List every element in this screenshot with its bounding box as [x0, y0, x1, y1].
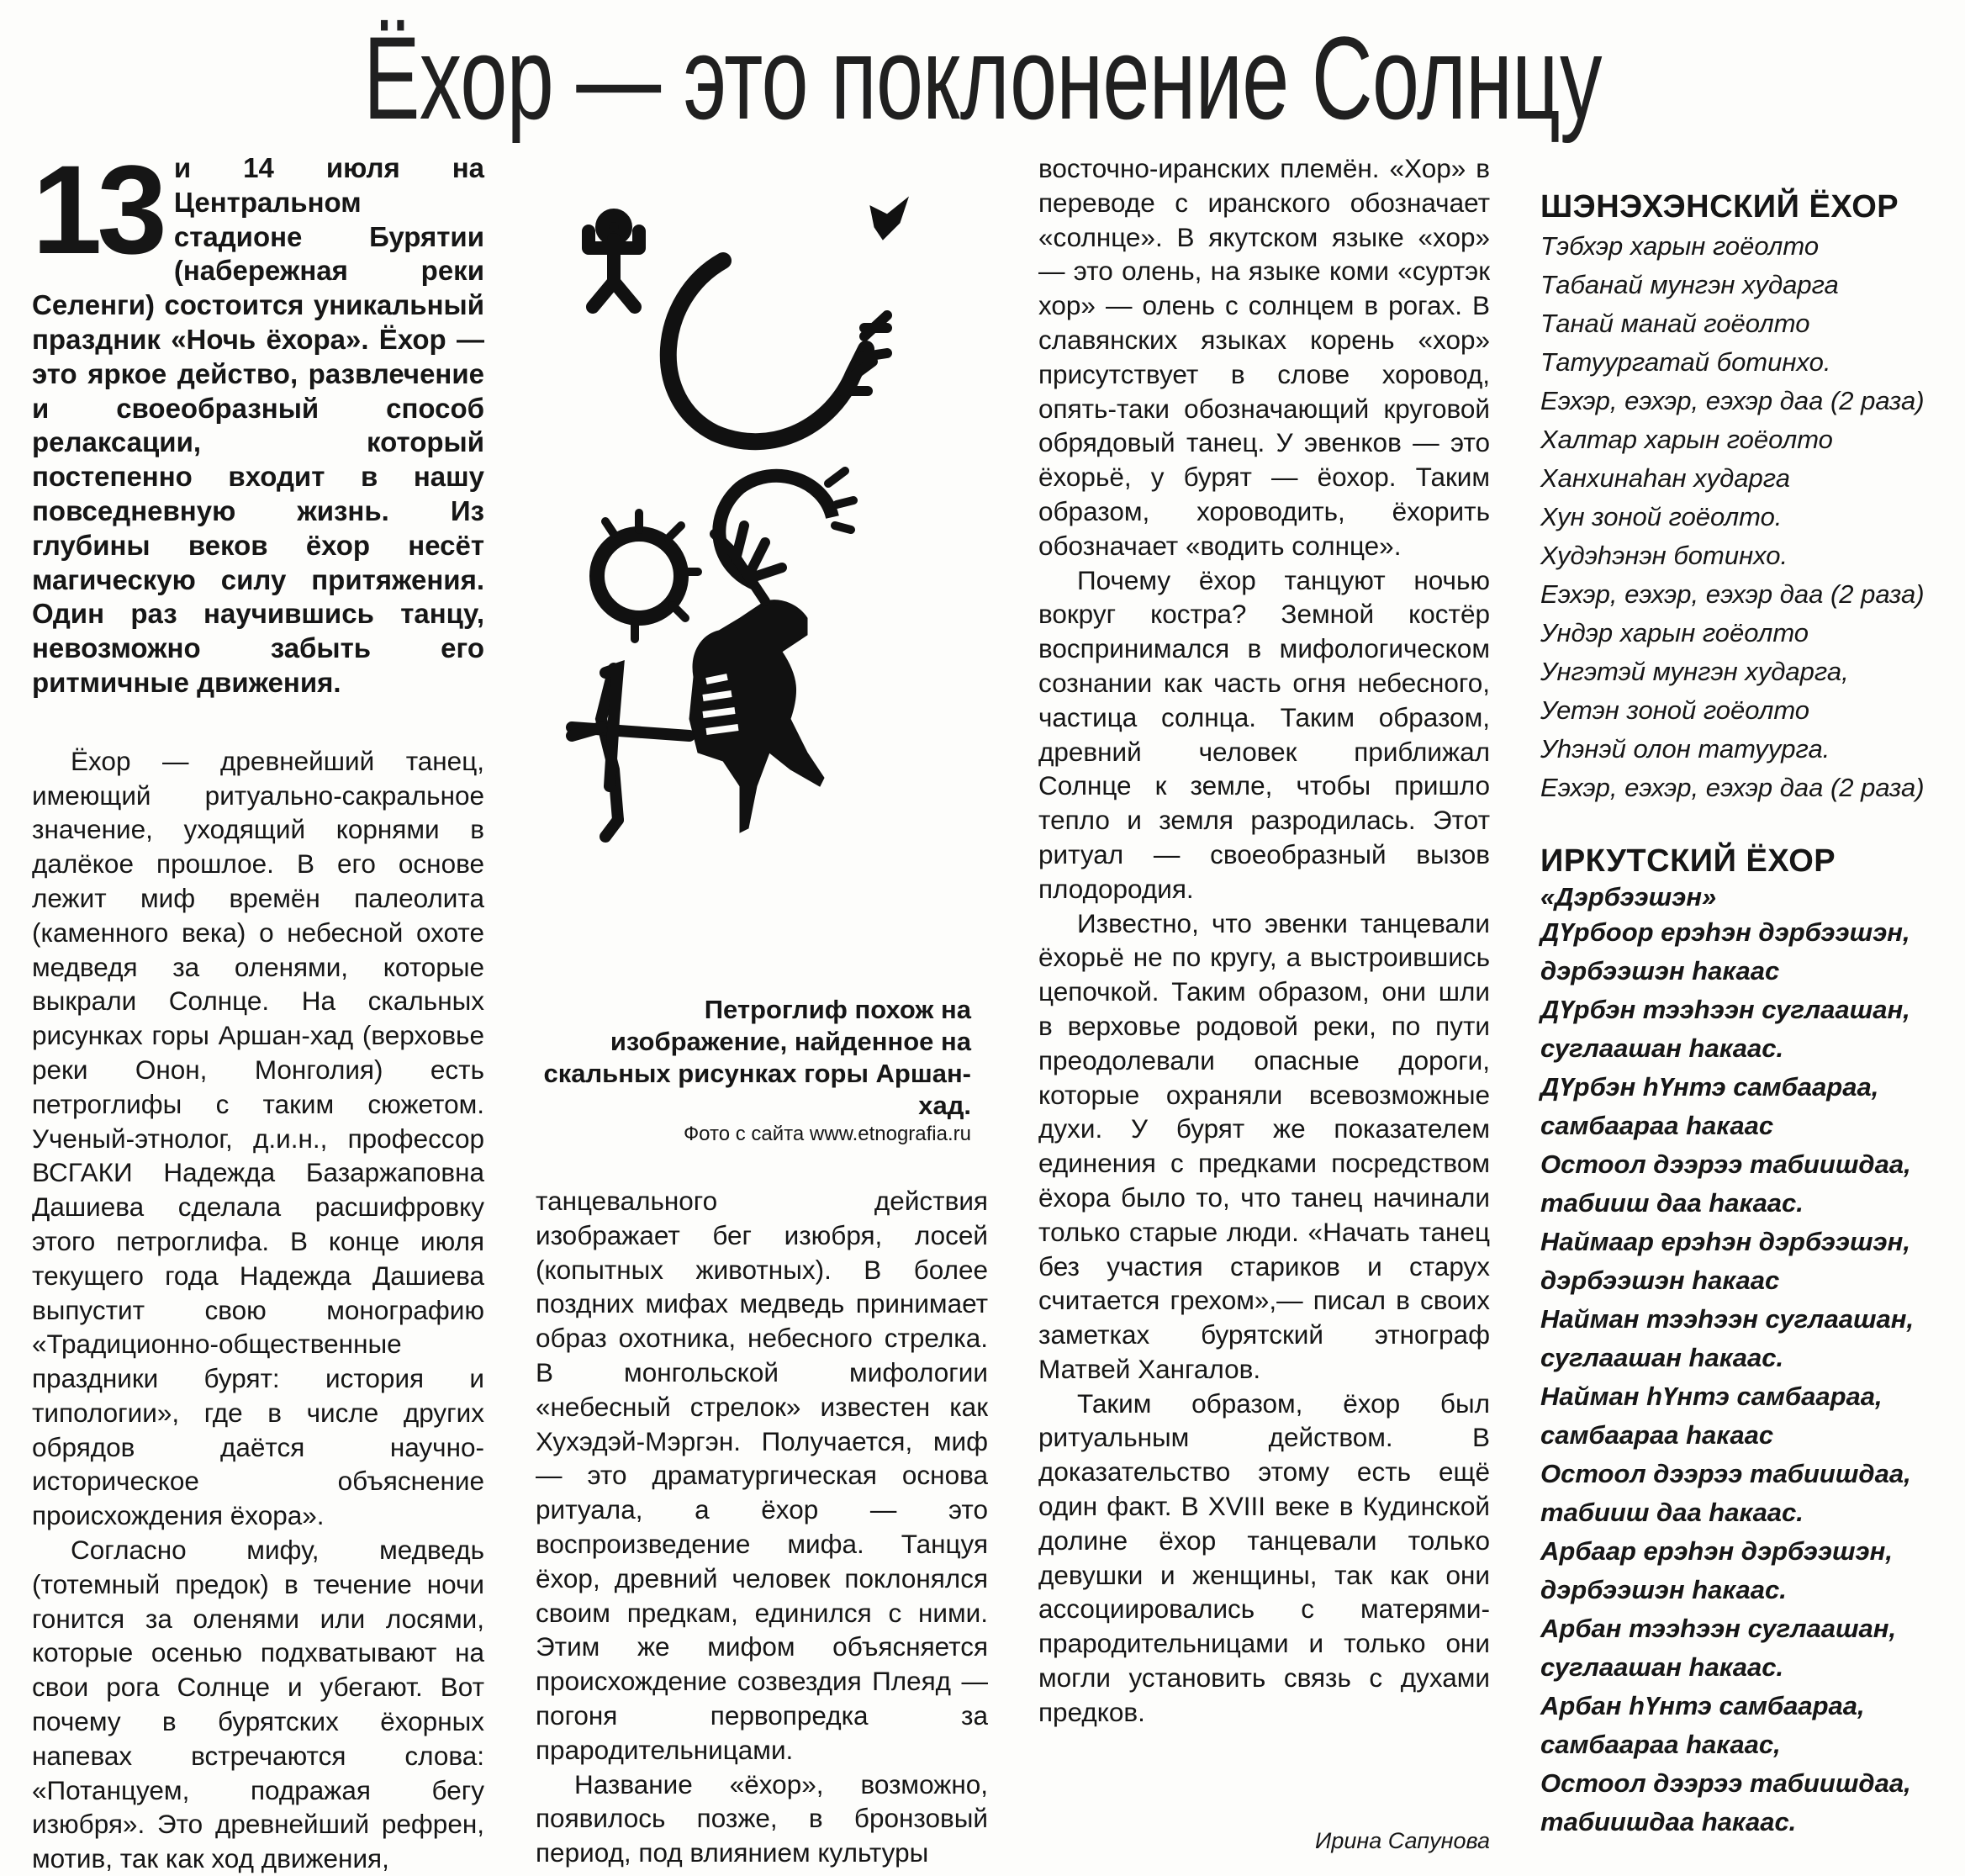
song-lyrics: [1540, 881, 1961, 1842]
lyric-line: ДҮрбоор ерэһэн дэрбээшэн,: [1540, 917, 1910, 947]
petroglyph-archer-icon: [572, 668, 689, 837]
petroglyph-deer-icon: [689, 526, 824, 832]
column-1: [32, 139, 484, 1876]
lyric-line: Танай манай гоёолто: [1540, 309, 1810, 338]
body-paragraph: Таким образом, ёхор был ритуальным действом. В доказательство этому есть ещё один факт. В XVIII веке в Кудинской долине ёхор танцевали только девушки и женщины, так как они ассоциировались с матерями-прародительницами и только они могли установить связь с духами предков.: [1038, 1387, 1490, 1727]
petroglyph-image: [555, 181, 975, 963]
lyric-line: Арбан тээһээн суглаашан,: [1540, 1614, 1897, 1643]
body-paragraph: танцевального действия изображает бег изюбря, лосей (копытных животных). В более поздних мифах медведь принимает образ охотника, небесного стрелка. В монгольской мифологии «небесный стрелок» известен как Хухэдэй-Мэргэн. Получается, миф — это драматургическая основа ритуала, а ёхор — это воспроизведение мифа. Танцуя ёхор, древний человек поклонялся своим предкам, единился с ними. Этим же мифом объясняется происхождение созвездия Плеяд — погоня первопредка за прародительницами.: [536, 1186, 988, 1765]
lyric-line: Унгэтэй мунгэн хударга,: [1540, 657, 1849, 686]
body-paragraph: Известно, что эвенки танцевали ёхорьё не по кругу, а выстроившись цепочкой. Таким образом, они шли в верховье родовой реки, по пути преодолевали опасные дороги, которые охраняли всевозможные духи. У бурят же показателем единения с предками посредством ёхора было то, что танец начинали только старые люди. «Начать танец без участия стариков и старух считается грехом»,— писал в своих заметках бурятский этнограф Матвей Хангалов.: [1038, 907, 1490, 1384]
lyric-line: Еэхэр, еэхэр, еэхэр даа (2 раза): [1540, 773, 1925, 802]
lyric-line: Уетэн зоной гоёолто: [1540, 695, 1810, 725]
body-paragraph: Название «ёхор», возможно, появилось позже, в бронзовый период, под влиянием культуры: [536, 1768, 988, 1868]
lyric-line: Еэхэр, еэхэр, еэхэр даа (2 раза): [1540, 386, 1925, 415]
lyric-line: Ханхинаһан хударга: [1540, 463, 1790, 493]
lyric-line: Табанай мунгэн хударга: [1540, 270, 1839, 299]
lyric-line: Остоол дээрээ табиишдаа,: [1540, 1149, 1911, 1179]
lyric-line: Арбан һҮнтэ самбаараа,: [1540, 1691, 1865, 1720]
lyric-line: ДҮрбэн һҮнтэ самбаараа,: [1540, 1072, 1879, 1102]
lyric-line: Ундэр харын гоёолто: [1540, 618, 1809, 647]
lyric-line: табииш даа һакаас.: [1540, 1498, 1804, 1527]
lyric-line: табиишдаа һакаас.: [1540, 1807, 1797, 1836]
petroglyph-bird-icon: [870, 198, 908, 240]
lyric-line: самбаараа һакаас: [1540, 1111, 1774, 1140]
lyric-line: Остоол дээрээ табиишдаа,: [1540, 1459, 1911, 1488]
song-lyrics: [1540, 227, 1961, 807]
lyric-line: Уһэнэй олон татуурга.: [1540, 734, 1830, 764]
lyric-line: Еэхэр, еэхэр, еэхэр даа (2 раза): [1540, 579, 1925, 609]
song-title: ИРКУТСКИЙ ЁХОР: [1540, 843, 1836, 879]
lyric-line: ДҮрбэн тээһээн суглаашан,: [1540, 995, 1910, 1024]
lyric-line: дэрбээшэн һакаас.: [1540, 1575, 1787, 1604]
lyric-line: Наймаар ерэһэн дэрбээшэн,: [1540, 1227, 1910, 1256]
lead-text: и 14 июля на Центральном стадионе Бурятии (набережная реки Селенги) состоится уникальный праздник «Ночь ёхора». Ёхор — это яркое действо, развлечение и своеобразный способ релаксации, который постепенно входит в нашу повседневную жизнь. Из глубины веков ёхор несёт магическую силу притяжения. Один раз научившись танцу, невозможно забыть его ритмичные движения.: [32, 152, 484, 698]
song-title: ШЭНЭХЭНСКИЙ ЁХОР: [1540, 189, 1899, 225]
lyric-line: Хун зоной гоёолто.: [1540, 502, 1783, 531]
drop-cap: 13: [32, 139, 162, 280]
lyric-line: дэрбээшэн һакаас: [1540, 956, 1780, 986]
lyric-line: Найман һҮнтэ самбаараа,: [1540, 1382, 1883, 1411]
body-paragraph: восточно-иранских племён. «Хор» в переводе с иранского обозначает «солнце». В якутском языке «хор» — это олень, на языке коми «суртэк хор» — олень с солнцем в рогах. В славянских языках корень «хор» присутствует в слове хоровод, опять-таки обозначающий круговой обрядовый танец. У эвенков — это ёхорьё, у бурят — ёохор. Таким образом, хороводить, ёхорить обозначает «водить солнце».: [1038, 153, 1490, 561]
lyric-line: Найман тээһээн суглаашан,: [1540, 1304, 1915, 1334]
petroglyph-arc-icon: [668, 261, 866, 441]
body-paragraph: Почему ёхор танцуют ночью вокруг костра? Земной костёр воспринимался в мифологическом сознании как часть огня небесного, частица солнца. Таким образом, древний человек приближал Солнце к земле, чтобы пришло тепло и земля разродилась. Этот ритуал — своеобразный вызов плодородия.: [1038, 564, 1490, 904]
lyric-line: самбаараа һакаас: [1540, 1420, 1774, 1450]
lyric-line: суглаашан һакаас.: [1540, 1652, 1784, 1682]
lyric-line: Арбаар ерэһэн дэрбээшэн,: [1540, 1536, 1893, 1566]
caption-text: Петроглиф похож на изображение, найденное на скальных рисунках горы Аршан-хад.: [543, 995, 971, 1120]
column-2: [536, 1184, 988, 1870]
song-column: [1540, 187, 1961, 1842]
lyric-line: дэрбээшэн һакаас: [1540, 1266, 1780, 1295]
lyric-line: табииш даа һакаас.: [1540, 1188, 1804, 1218]
lyric-line: суглаашан һакаас.: [1540, 1343, 1784, 1372]
photo-caption: [538, 994, 971, 1147]
lyric-line: Остоол дээрээ табиишдаа,: [1540, 1768, 1911, 1798]
body-paragraph: Согласно мифу, медведь (тотемный предок) в течение ночи гонится за оленями или лосями, которые осенью подхватывают на свои рога Солнце и убегают. Вот почему в бурятских ёхорных напевах встречаются слова: «Потанцуем, подражая бегу изюбря». Это древнейший рефрен, мотив, так как ход движения,: [32, 1535, 484, 1874]
lyric-line: Халтар харын гоёолто: [1540, 425, 1833, 454]
caption-credit: Фото с сайта www.etnografia.ru: [683, 1123, 971, 1145]
lyric-line: Худэһэнэн ботинхо.: [1540, 541, 1788, 570]
headline: Ёхор — это поклонение Солнцу: [363, 12, 1602, 144]
lyric-line: Тэбхэр харын гоёолто: [1540, 231, 1820, 261]
body-paragraph: Ёхор — древнейший танец, имеющий ритуально-сакральное значение, уходящий корнями в далёкое прошлое. В его основе лежит миф времён палеолита (каменного века) о небесной охоте медведя за оленями, которые выкрали Солнце. На скальных рисунках горы Аршан-хад (верховье реки Онон, Монголия) есть петроглифы с таким сюжетом. Ученый-этнолог, д.и.н., профессор ВСГАКИ Надежда Базаржаповна Дашиева сделала расшифровку этого петроглифа. В конце июля текущего года Надежда Дашиева выпустит свою монографию «Традиционно-общественные праздники бурят: история и типологии», где в числе других обрядов даётся научно-историческое объяснение происхождения ёхора».: [32, 745, 484, 1531]
song-subtitle: «Дэрбээшэн»: [1540, 882, 1717, 912]
lead-paragraph: [32, 139, 484, 700]
lyric-line: самбаараа һакаас,: [1540, 1730, 1781, 1759]
lyric-line: суглаашан һакаас.: [1540, 1033, 1784, 1063]
author-byline: Ирина Сапунова: [1315, 1828, 1490, 1853]
petroglyph-human-icon: [589, 215, 639, 307]
column-3: [1038, 151, 1490, 1730]
lyric-line: Татуургатай ботинхо.: [1540, 347, 1831, 377]
